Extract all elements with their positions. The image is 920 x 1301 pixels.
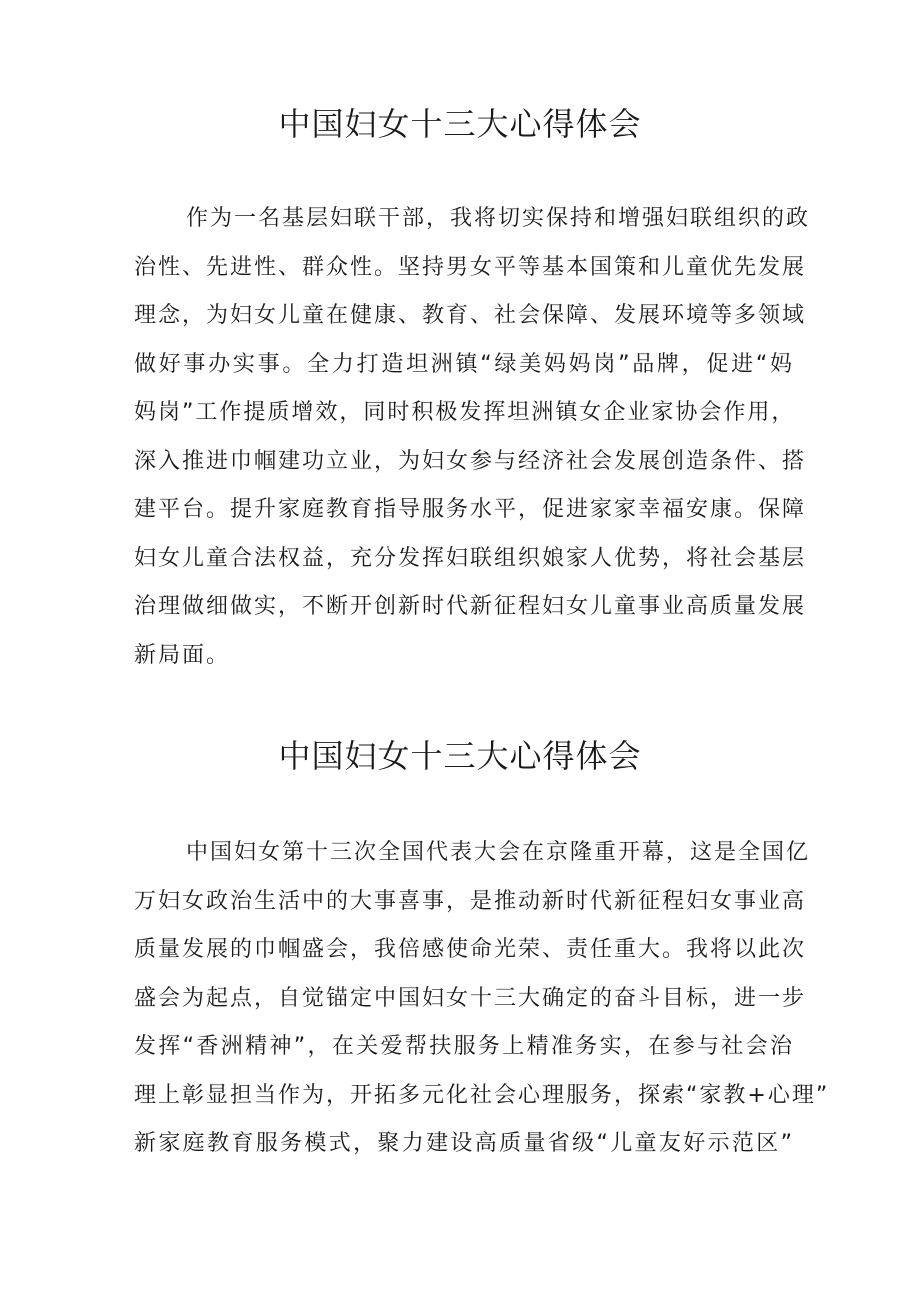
- section-1-title: 中国妇女十三大心得体会: [278, 105, 642, 143]
- paragraph-line: 作为一名基层妇联干部，我将切实保持和增强妇联组织的政: [186, 206, 811, 231]
- paragraph-line: 妇女儿童合法权益，充分发挥妇联组织娘家人优势，将社会基层: [134, 545, 807, 571]
- paragraph-line: 治性、先进性、群众性。坚持男女平等基本国策和儿童优先发展: [134, 254, 807, 280]
- paragraph-line: 盛会为起点，自觉锚定中国妇女十三大确定的奋斗目标，进一步: [134, 985, 807, 1011]
- section-1-paragraph: [134, 195, 811, 680]
- paragraph-line: 质量发展的巾帼盛会，我倍感使命光荣、责任重大。我将以此次: [134, 937, 807, 962]
- paragraph-line: 万妇女政治生活中的大事喜事，是推动新时代新征程妇女事业高: [134, 888, 807, 914]
- paragraph-line: 理念，为妇女儿童在健康、教育、社会保障、发展环境等多领域: [134, 303, 807, 328]
- section-2-paragraph: [134, 829, 830, 1169]
- paragraph-line: 做好事办实事。全力打造坦洲镇“绿美妈妈岗”品牌，促进“妈: [134, 351, 794, 377]
- paragraph-line: 治理做细做实，不断开创新时代新征程妇女儿童事业高质量发展: [134, 594, 807, 619]
- paragraph-line: 中国妇女第十三次全国代表大会在京隆重开幕，这是全国亿: [186, 840, 811, 865]
- paragraph-line: 理上彰显担当作为，开拓多元化社会心理服务，探索“家教+心理”: [134, 1082, 830, 1108]
- paragraph-line: 新家庭教育服务模式，聚力建设高质量省级“儿童友好示范区”: [134, 1131, 794, 1156]
- paragraph-line: 发挥“香洲精神”，在关爱帮扶服务上精准务实，在参与社会治: [134, 1034, 794, 1059]
- section-2-title: 中国妇女十三大心得体会: [278, 737, 642, 775]
- paragraph-line: 建平台。提升家庭教育指导服务水平，促进家家幸福安康。保障: [134, 497, 807, 522]
- paragraph-line: 妈岗”工作提质增效，同时积极发挥坦洲镇女企业家协会作用，: [134, 400, 796, 425]
- paragraph-line: 深入推进巾帼建功立业，为妇女参与经济社会发展创造条件、搭: [134, 448, 807, 474]
- paragraph-line: 新局面。: [134, 642, 231, 668]
